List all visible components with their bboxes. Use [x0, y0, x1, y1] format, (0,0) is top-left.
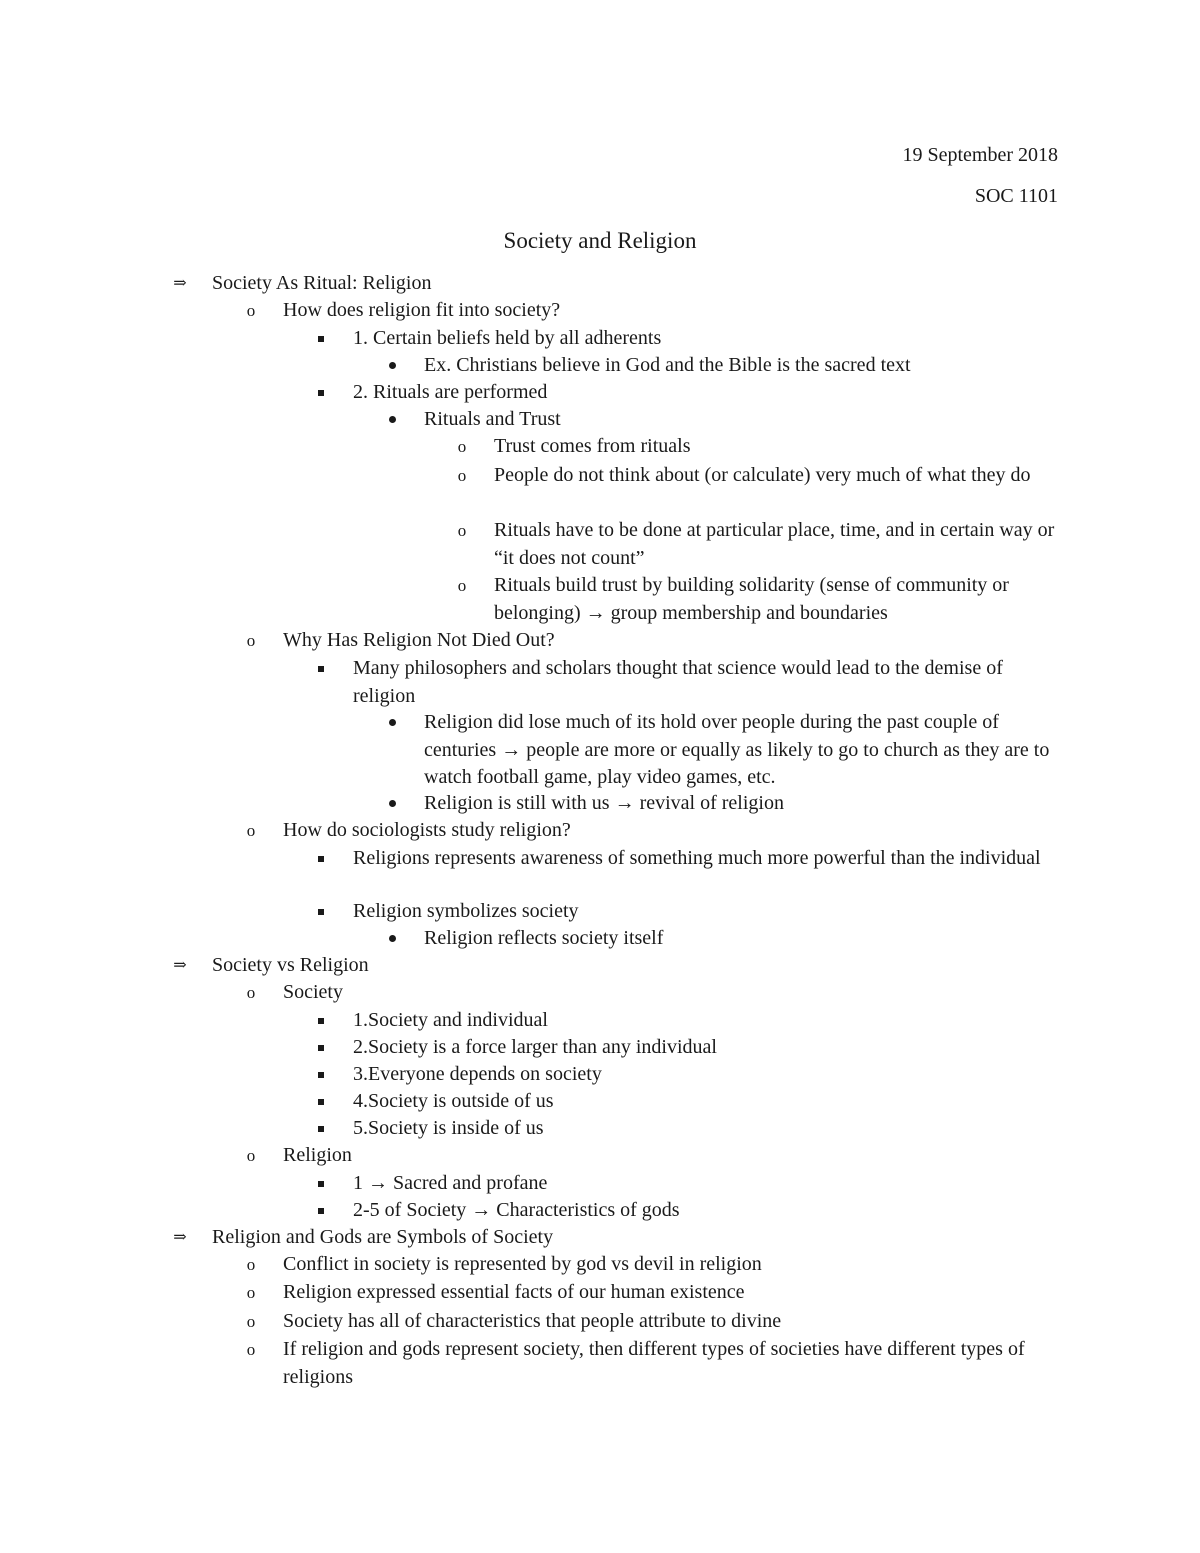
- square-bullet-icon: [309, 1088, 333, 1116]
- outline-item-text: Religion expressed essential facts of our human existence: [283, 1281, 745, 1303]
- outline-item-text: Why Has Religion Not Died Out?: [283, 629, 555, 651]
- outline-item-text: Society As Ritual: Religion: [212, 272, 432, 294]
- outline-item-text: How does religion fit into society?: [283, 299, 561, 321]
- outline-item-text: Religion reflects society itself: [424, 927, 664, 949]
- outline-item-text: 2.Society is a force larger than any individual: [353, 1036, 717, 1058]
- outline-item: [384, 925, 1058, 953]
- outline-item: [313, 1061, 1058, 1089]
- outline-item: [454, 462, 1058, 490]
- square-bullet-icon: [309, 1197, 333, 1225]
- outline-item: [313, 1115, 1058, 1143]
- outline-item-text: Rituals have to be done at particular place, time, and in certain way or “it does not count”: [494, 519, 1055, 569]
- outline-item: [243, 1251, 1058, 1279]
- outline-item-text: Society: [283, 981, 343, 1003]
- outline-item: [313, 325, 1058, 353]
- square-bullet-icon: [309, 379, 333, 407]
- outline-item: [384, 406, 1058, 434]
- outline-item: [172, 270, 1058, 298]
- outline-item-text: 5.Society is inside of us: [353, 1117, 544, 1139]
- outline-item-text: 1.Society and individual: [353, 1009, 548, 1031]
- outline-item: [243, 1308, 1058, 1336]
- outline-item: [172, 952, 1058, 980]
- dot-bullet-icon: [380, 352, 404, 380]
- square-bullet-icon: [309, 325, 333, 353]
- square-bullet-icon: [309, 1034, 333, 1062]
- outline-item-text: Religions represents awareness of something much more powerful than the individual: [353, 847, 1041, 869]
- outline-item-text: How do sociologists study religion?: [283, 819, 571, 841]
- outline-item: [313, 1007, 1058, 1035]
- circle-bullet-icon: o: [457, 576, 467, 595]
- outline-item: [313, 1034, 1058, 1062]
- outline-item: [384, 352, 1058, 380]
- double-arrow-icon: ⇒: [173, 1229, 187, 1246]
- outline-item: [243, 1142, 1058, 1170]
- outline-item: [454, 572, 1058, 627]
- outline-item: [454, 433, 1058, 461]
- outline-item: [454, 517, 1058, 572]
- outline-item: [243, 817, 1058, 845]
- outline-item: [243, 297, 1058, 325]
- circle-bullet-icon: o: [457, 437, 467, 456]
- circle-bullet-icon: o: [246, 983, 256, 1002]
- document-title: Society and Religion: [503, 228, 697, 253]
- course-code: SOC 1101: [974, 185, 1058, 207]
- outline-item: [313, 1088, 1058, 1116]
- square-bullet-icon: [309, 1007, 333, 1035]
- outline-item-text: Society vs Religion: [212, 954, 369, 976]
- circle-bullet-icon: o: [246, 1312, 256, 1331]
- outline-item-text: 1 → Sacred and profane: [353, 1172, 548, 1194]
- outline-item-text: People do not think about (or calculate) very much of what they do: [494, 464, 1031, 486]
- outline-item-text: Conflict in society is represented by god vs devil in religion: [283, 1253, 762, 1275]
- circle-bullet-icon: o: [457, 521, 467, 540]
- double-arrow-icon: ⇒: [173, 957, 187, 974]
- dot-bullet-icon: [380, 790, 404, 818]
- outline-item: [313, 379, 1058, 407]
- outline-item-text: Religion symbolizes society: [353, 900, 579, 922]
- circle-bullet-icon: o: [457, 466, 467, 485]
- outline-item-text: Religion is still with us → revival of religion: [424, 792, 784, 814]
- outline-item-text: Many philosophers and scholars thought that science would lead to the demise of religion: [353, 657, 1003, 707]
- square-bullet-icon: [309, 655, 333, 683]
- outline-item-text: Religion and Gods are Symbols of Society: [212, 1226, 554, 1248]
- outline-item: [313, 1197, 1058, 1225]
- outline-item: [172, 1224, 1058, 1252]
- outline-item-text: Ex. Christians believe in God and the Bible is the sacred text: [424, 354, 911, 376]
- outline-item: [243, 1336, 1058, 1391]
- outline-item: [384, 790, 1058, 818]
- outline-item-text: Trust comes from rituals: [494, 435, 691, 457]
- document-date: 19 September 2018: [902, 144, 1058, 166]
- outline-item-text: 2-5 of Society → Characteristics of gods: [353, 1199, 680, 1221]
- outline-item: [243, 627, 1058, 655]
- outline-item: [313, 845, 1058, 873]
- outline-item: [243, 979, 1058, 1007]
- outline-item-text: Religion did lose much of its hold over people during the past couple of centuries → people are more or equally as likely to go to church as they are to watch football game, play video games, etc.: [424, 711, 1050, 788]
- circle-bullet-icon: o: [246, 1340, 256, 1359]
- square-bullet-icon: [309, 1170, 333, 1198]
- dot-bullet-icon: [380, 925, 404, 953]
- square-bullet-icon: [309, 1061, 333, 1089]
- square-bullet-icon: [309, 898, 333, 926]
- dot-bullet-icon: [380, 406, 404, 434]
- outline-item-text: 3.Everyone depends on society: [353, 1063, 602, 1085]
- circle-bullet-icon: o: [246, 1255, 256, 1274]
- outline-item-text: 1. Certain beliefs held by all adherents: [353, 327, 662, 349]
- circle-bullet-icon: o: [246, 821, 256, 840]
- outline-item-text: Society has all of characteristics that people attribute to divine: [283, 1310, 782, 1332]
- outline-item-text: If religion and gods represent society, then different types of societies have different types of religions: [283, 1338, 1025, 1388]
- outline-item-text: Rituals build trust by building solidarity (sense of community or belonging) → group membership and boundaries: [494, 574, 1009, 624]
- outline-item-text: 4.Society is outside of us: [353, 1090, 554, 1112]
- square-bullet-icon: [309, 845, 333, 873]
- circle-bullet-icon: o: [246, 301, 256, 320]
- circle-bullet-icon: o: [246, 1146, 256, 1165]
- outline-item-text: 2. Rituals are performed: [353, 381, 548, 403]
- outline-item: [243, 1279, 1058, 1307]
- outline-item: [313, 655, 1058, 710]
- outline-item: [313, 898, 1058, 926]
- circle-bullet-icon: o: [246, 1283, 256, 1302]
- dot-bullet-icon: [380, 709, 404, 737]
- outline-item-text: Religion: [283, 1144, 352, 1166]
- outline-item: [313, 1170, 1058, 1198]
- outline-item: [384, 709, 1058, 792]
- double-arrow-icon: ⇒: [173, 275, 187, 292]
- circle-bullet-icon: o: [246, 631, 256, 650]
- square-bullet-icon: [309, 1115, 333, 1143]
- outline-item-text: Rituals and Trust: [424, 408, 561, 430]
